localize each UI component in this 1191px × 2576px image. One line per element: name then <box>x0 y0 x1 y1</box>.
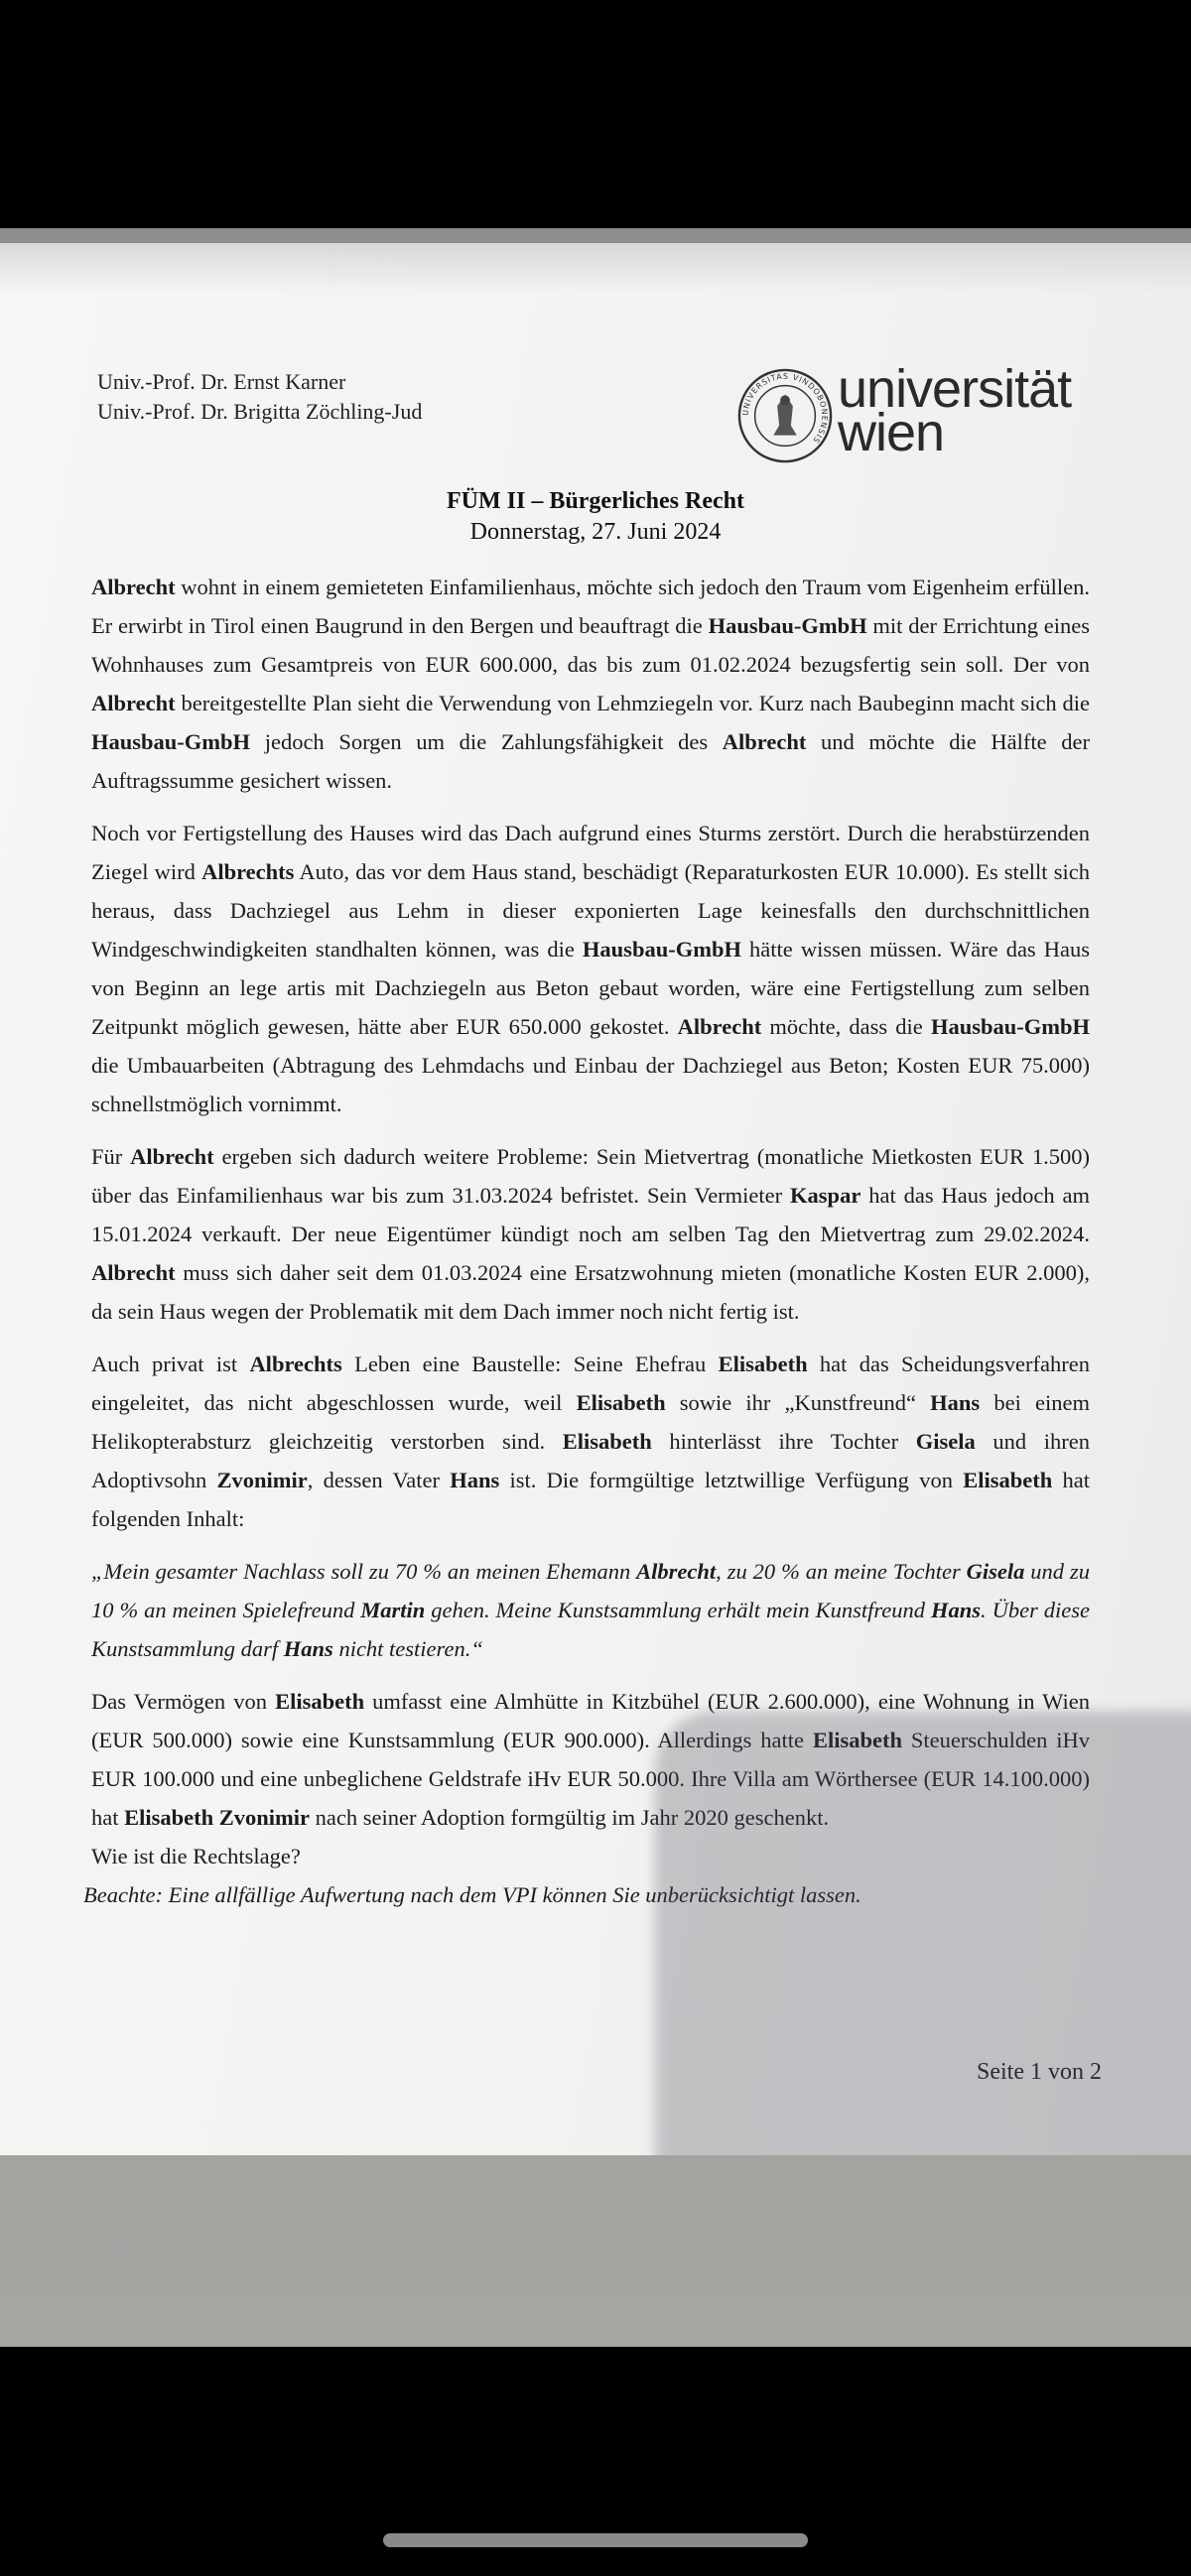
text-run: Steuerschulden iHv EUR 100.000 und eine unbeglichene Geldstrafe iHv EUR 50.000. Ihre Villa am Wörthersee (EUR 14.100.000) hat <box>91 1728 1090 1830</box>
exam-date: Donnerstag, 27. Juni 2024 <box>469 519 722 545</box>
wordmark-line-2: wien <box>838 403 945 462</box>
svg-text:UNIVERSITAS VINDOBONENSIS: UNIVERSITAS VINDOBONENSIS <box>740 371 830 446</box>
bold-run: Albrecht <box>677 1014 762 1039</box>
bold-run: Elisabeth <box>812 1728 902 1752</box>
bold-run: Elisabeth <box>275 1689 365 1714</box>
text-run: , zu 20 % an meine Tochter <box>716 1559 967 1584</box>
text-run: ist. Die formgültige letztwillige Verfügung von <box>499 1468 964 1492</box>
bold-run: Elisabeth <box>718 1352 808 1376</box>
text-run: möchte, dass die <box>761 1014 931 1039</box>
paragraph <box>91 1137 1090 1331</box>
paper-fold-shadow <box>0 243 1191 293</box>
text-run: hätte wissen müssen. Wäre das Haus von Beginn an lege artis mit Dachziegeln aus Beton gebaut worden, wäre eine Fertigstellung zum selben Zeitpunkt möglich gewesen, hätte aber EUR 650.000 gekostet. <box>91 937 1090 1039</box>
bold-run: Albrecht <box>91 575 176 599</box>
professor-1: Univ.-Prof. Dr. Ernst Karner <box>97 369 346 394</box>
bold-run: Albrechts <box>249 1352 342 1376</box>
text-run: hat das Scheidungsverfahren eingeleitet, das nicht abgeschlossen wurde, weil <box>91 1352 1090 1415</box>
testament-quote <box>91 1552 1090 1668</box>
university-logo <box>736 359 1084 466</box>
text-run: Auch privat ist <box>91 1352 250 1376</box>
text-run: umfasst eine Almhütte in Kitzbühel (EUR 2.600.000), eine Wohnung in Wien (EUR 500.000) sowie eine Kunstsammlung (EUR 900.000). Allerdings hatte <box>91 1689 1090 1752</box>
bold-run: Hans <box>930 1598 982 1622</box>
wordmark-line-1: universität <box>838 359 1072 419</box>
bold-run: Hausbau-GmbH <box>91 729 251 754</box>
text-run: die Umbauarbeiten (Abtragung des Lehmdachs und Einbau der Dachziegel aus Beton; Kosten EUR 75.000) schnellstmöglich vornimmt. <box>91 1053 1090 1116</box>
text-run: bereitgestellte Plan sieht die Verwendung von Lehmziegeln vor. Kurz nach Baubeginn macht sich die <box>175 691 1090 715</box>
bold-run: Hans <box>930 1390 981 1415</box>
text-run: . Über diese Kunstsammlung darf <box>91 1598 1090 1661</box>
text-run: mit der Errichtung eines Wohnhauses zum Gesamtpreis von EUR 600.000, das bis zum 01.02.2024 bezugsfertig sein soll. Der von <box>91 613 1091 677</box>
bold-run: Hausbau-GmbH <box>708 613 867 638</box>
university-seal-icon <box>736 367 834 464</box>
paragraph <box>91 568 1090 800</box>
text-run: gehen. Meine Kunstsammlung erhält mein Kunstfreund <box>425 1598 931 1622</box>
text-run: hat das Haus jedoch am 15.01.2024 verkauft. Der neue Eigentümer kündigt noch am selben Tag den Mietvertrag zum 29.02.2024. <box>91 1183 1090 1246</box>
text-run: nach seiner Adoption formgültig im Jahr 2020 geschenkt. <box>310 1805 830 1830</box>
university-wordmark <box>838 359 1072 462</box>
bold-run: Hans <box>450 1468 500 1492</box>
bold-run: Albrecht <box>91 691 176 715</box>
text-run: , dessen Vater <box>307 1468 451 1492</box>
text-run: Auto, das vor dem Haus stand, beschädigt (Reparaturkosten EUR 10.000). Es stellt sich heraus, dass Dachziegel aus Lehm in dieser exponierten Lage keinesfalls den durchschnittlichen Windgeschwindigkeiten standhalten können, was die <box>91 859 1090 962</box>
question: Wie ist die Rechtslage? <box>91 1844 301 1868</box>
page-number: Seite 1 von 2 <box>977 2059 1102 2085</box>
text-run: ergeben sich dadurch weitere Probleme: Sein Mietvertrag (monatliche Mietkosten EUR 1.500) über das Einfamilienhaus war bis zum 31.03.2024 befristet. Sein Vermieter <box>91 1144 1090 1208</box>
bold-run: Martin <box>360 1598 426 1622</box>
text-run: und ihren Adoptivsohn <box>91 1429 1091 1492</box>
bold-run: Gisela <box>966 1559 1025 1584</box>
paragraph <box>91 1345 1090 1538</box>
text-run: nicht testieren.“ <box>332 1636 483 1661</box>
paragraph <box>91 814 1090 1123</box>
text-run: sowie ihr „Kunstfreund“ <box>665 1390 931 1415</box>
text-run: und möchte die Hälfte der Auftragssumme gesichert wissen. <box>91 729 1090 793</box>
hand-shadow <box>655 1712 1191 2155</box>
text-run: Das Vermögen von <box>91 1689 276 1714</box>
home-indicator[interactable] <box>383 2533 808 2547</box>
professor-names <box>97 367 422 427</box>
text-run: wohnt in einem gemieteten Einfamilienhaus, möchte sich jedoch den Traum vom Eigenheim erfüllen. Er erwirbt in Tirol einen Baugrund in den Bergen und beauftragt die <box>91 575 1090 638</box>
text-run: „Mein gesamter Nachlass soll zu 70 % an meinen Ehemann <box>91 1559 637 1584</box>
note: Beachte: Eine allfällige Aufwertung nach dem VPI können Sie unberücksichtigt lassen. <box>83 1882 861 1907</box>
bold-run: Albrecht <box>636 1559 717 1584</box>
text-run: hinterlässt ihre Tochter <box>651 1429 916 1454</box>
bold-run: Hausbau-GmbH <box>930 1014 1090 1039</box>
professor-2: Univ.-Prof. Dr. Brigitta Zöchling-Jud <box>97 399 423 424</box>
bold-run: Albrecht <box>91 1260 176 1285</box>
bold-run: Hans <box>283 1636 333 1661</box>
bold-run: Albrecht <box>722 729 807 754</box>
bold-run: Elisabeth <box>562 1429 652 1454</box>
exam-sheet <box>0 243 1191 2155</box>
bold-run: Albrecht <box>130 1144 214 1169</box>
text-run: muss sich daher seit dem 01.03.2024 eine Ersatzwohnung mieten (monatliche Kosten EUR 2.000), da sein Haus wegen der Problematik mit dem Dach immer noch nicht fertig ist. <box>91 1260 1090 1324</box>
bold-run: Elisabeth <box>576 1390 666 1415</box>
text-run: Für <box>91 1144 131 1169</box>
bold-run: Elisabeth <box>124 1805 214 1830</box>
text-run: Leben eine Baustelle: Seine Ehefrau <box>341 1352 719 1376</box>
bold-run: Elisabeth <box>963 1468 1053 1492</box>
bold-run: Gisela <box>915 1429 976 1454</box>
course-title: FÜM II – Bürgerliches Recht <box>447 488 744 514</box>
bold-run: Hausbau-GmbH <box>582 937 741 962</box>
bold-run: Zvonimir <box>218 1805 311 1830</box>
bold-run: Kaspar <box>790 1183 861 1208</box>
text-run: bei einem Helikopterabsturz gleichzeitig verstorben sind. <box>91 1390 1090 1454</box>
text-run: und zu 10 % an meinen Spielefreund <box>91 1559 1090 1622</box>
text-run: jedoch Sorgen um die Zahlungsfähigkeit des <box>250 729 723 754</box>
bold-run: Albrechts <box>201 859 295 884</box>
bold-run: Zvonimir <box>216 1468 308 1492</box>
text-run: hat folgenden Inhalt: <box>91 1468 1090 1531</box>
text-run: Noch vor Fertigstellung des Hauses wird das Dach aufgrund eines Sturms zerstört. Durch die herabstürzenden Ziegel wird <box>91 821 1090 884</box>
